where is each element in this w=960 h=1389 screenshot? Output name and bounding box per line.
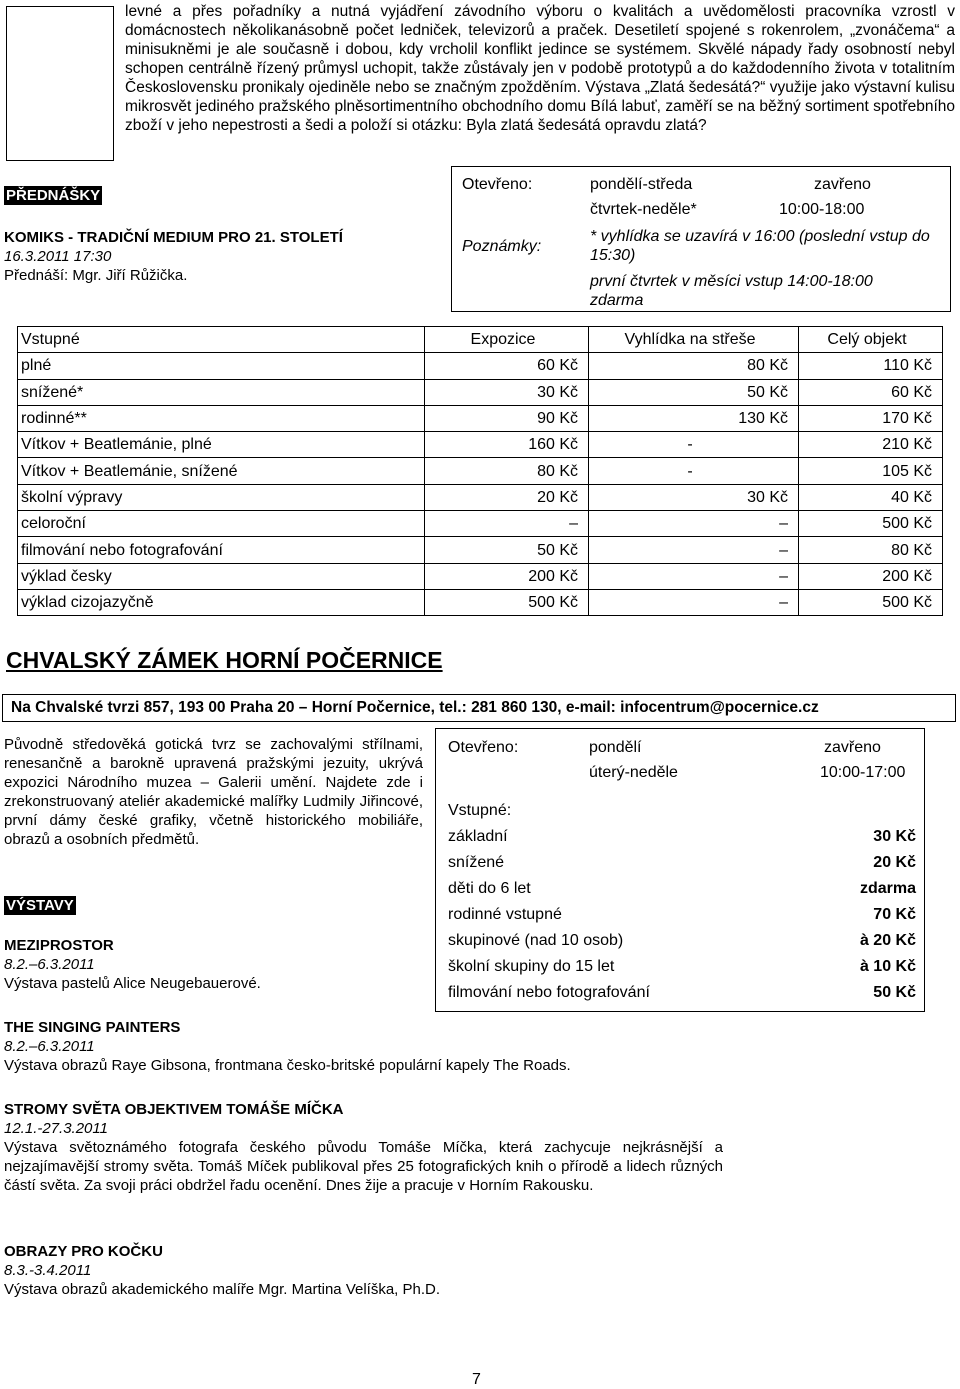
price-table: [17, 326, 943, 616]
cell: 50 Kč: [589, 379, 799, 405]
lecture-title: KOMIKS - TRADIČNÍ MEDIUM PRO 21. STOLETÍ: [4, 229, 343, 246]
price-label: skupinové (nad 10 osob): [448, 932, 624, 949]
price-value: à 20 Kč: [859, 932, 916, 949]
lecture-date: 16.3.2011 17:30: [4, 248, 112, 265]
cell: 170 Kč: [799, 405, 943, 431]
cell: 500 Kč: [799, 589, 943, 615]
lectures-badge: PŘEDNÁŠKY: [6, 187, 101, 204]
cell: 160 Kč: [425, 432, 589, 458]
cell: -: [589, 432, 799, 458]
price-value: 70 Kč: [873, 906, 916, 923]
row-label: výklad cizojazyčně: [18, 589, 425, 615]
price-label: děti do 6 let: [448, 880, 531, 897]
row-label: filmování nebo fotografování: [18, 537, 425, 563]
notes-label: Poznámky:: [462, 238, 542, 255]
castle-info-box: [435, 728, 925, 1012]
cell: –: [425, 511, 589, 537]
price-value: 50 Kč: [873, 984, 916, 1001]
cell: –: [589, 511, 799, 537]
cell: 500 Kč: [425, 589, 589, 615]
table-row: [18, 353, 943, 379]
exhibition-item: [4, 1100, 723, 1195]
castle-description: Původně středověká gotická tvrz se zachovalými střílnami, renesančně a barokně upravená pražskými jezuity, ukrývá expozici Národního muzea – Galerii umění. Najdete zde i zrekonstruovaný ateliér akademické malířky Ludmily Jiřincové, první dámy české grafiky, včetně historického mobiliáře, obrazů a osobních předmětů.: [4, 736, 423, 848]
table-row: [18, 589, 943, 615]
exhibition-desc: Výstava pastelů Alice Neugebauerové.: [4, 975, 261, 992]
exhibition-title: THE SINGING PAINTERS: [4, 1019, 181, 1036]
open-label: Otevřeno:: [448, 739, 519, 756]
cell: 20 Kč: [425, 484, 589, 510]
cell: 210 Kč: [799, 432, 943, 458]
exhibition-item: [4, 936, 424, 993]
header-cell: Expozice: [425, 327, 589, 353]
price-value: 20 Kč: [873, 854, 916, 871]
exhibitions-badge: VÝSTAVY: [6, 897, 74, 914]
table-row: [18, 563, 943, 589]
cell: –: [589, 563, 799, 589]
price-value: à 10 Kč: [859, 958, 916, 975]
cell: 80 Kč: [425, 458, 589, 484]
cell: 50 Kč: [425, 537, 589, 563]
note-2: první čtvrtek v měsíci vstup 14:00-18:00 zdarma: [590, 273, 873, 309]
open-label: Otevřeno:: [462, 176, 533, 193]
exhibition-date: 8.3.-3.4.2011: [4, 1262, 92, 1279]
price-label: školní skupiny do 15 let: [448, 958, 615, 975]
cell: –: [589, 589, 799, 615]
opening-hours-box: [451, 166, 951, 312]
row-label: školní výpravy: [18, 484, 425, 510]
exhibition-desc: Výstava obrazů akademického malíře Mgr. Martina Velíška, Ph.D.: [4, 1281, 441, 1298]
cell: 110 Kč: [799, 353, 943, 379]
header-cell: Vstupné: [18, 327, 425, 353]
table-row: [18, 511, 943, 537]
table-row: [18, 484, 943, 510]
header-cell: Vyhlídka na střeše: [589, 327, 799, 353]
cell: 200 Kč: [799, 563, 943, 589]
table-row: [18, 537, 943, 563]
cell: 40 Kč: [799, 484, 943, 510]
hours-row-time: 10:00-17:00: [820, 764, 906, 781]
lecture-speaker: Přednáší: Mgr. Jiří Růžička.: [4, 267, 188, 284]
table-row: [18, 458, 943, 484]
price-label: rodinné vstupné: [448, 906, 562, 923]
row-label: snížené*: [18, 379, 425, 405]
exhibition-date: 8.2.–6.3.2011: [4, 956, 95, 973]
hours-row-days: pondělí-středa: [590, 176, 693, 193]
hours-row-time: zavřeno: [814, 176, 871, 193]
exhibition-title: OBRAZY PRO KOČKU: [4, 1243, 163, 1260]
hours-row-time: zavřeno: [824, 739, 881, 756]
cell: 60 Kč: [425, 353, 589, 379]
cell: 30 Kč: [425, 379, 589, 405]
price-label: základní: [448, 828, 508, 845]
price-label: filmování nebo fotografování: [448, 984, 650, 1001]
prices-label: Vstupné:: [448, 802, 512, 819]
cell: 80 Kč: [589, 353, 799, 379]
exhibition-desc: Výstava obrazů Raye Gibsona, frontmana česko-britské populární kapely The Roads.: [4, 1057, 571, 1074]
exhibition-date: 12.1.-27.3.2011: [4, 1120, 108, 1137]
row-label: Vítkov + Beatlemánie, plné: [18, 432, 425, 458]
page-number: 7: [472, 1371, 481, 1388]
cell: –: [589, 537, 799, 563]
cell: 200 Kč: [425, 563, 589, 589]
intro-paragraph: levné a přes pořadníky a nutná vyjádření závodního výboru o kvalitách a uvědomělosti pracovníka vzrostl v domácnostech několikanásobně počet ledniček, televizorů a praček. Desetiletí spojené s rokenrolem, „zvonáčema“ a minisukněmi je ale současně i dobou, kdy vrcholil konflikt jedince se systémem. Skvělé nápady řady osobností nebyl schopen centrálně řízený průmysl uchopit, takže zůstávaly jen v podobě prototypů a do každodenního života v totalitním Československu pronikaly ojediněle nebo se značným zpožděním. Výstava „Zlatá šedesátá?“ využije jako výstavní kulisu mikrosvět jediného pražského plněsortimentního obchodního domu Bílá labuť, zaměří se na běžný sortiment spotřebního zboží v jeho nepestrosti a šedi a položí si otázku: Byla zlatá šedesátá opravdu zlatá?: [125, 3, 955, 134]
cell: 500 Kč: [799, 511, 943, 537]
image-placeholder: [6, 6, 114, 161]
price-label: snížené: [448, 854, 505, 871]
exhibition-item: [4, 1242, 944, 1299]
cell: 105 Kč: [799, 458, 943, 484]
address-box: Na Chvalské tvrzi 857, 193 00 Praha 20 – Horní Počernice, tel.: 281 860 130, e-mail: infocentrum@pocernice.cz: [2, 694, 956, 722]
price-value: zdarma: [859, 880, 916, 897]
table-row: [18, 379, 943, 405]
exhibition-title: MEZIPROSTOR: [4, 937, 114, 954]
hours-row-days: úterý-neděle: [589, 764, 678, 781]
section-heading: CHVALSKÝ ZÁMEK HORNÍ POČERNICE: [6, 647, 443, 673]
table-row: [18, 432, 943, 458]
cell: 80 Kč: [799, 537, 943, 563]
cell: 130 Kč: [589, 405, 799, 431]
exhibition-item: [4, 1018, 944, 1075]
row-label: Vítkov + Beatlemánie, snížené: [18, 458, 425, 484]
cell: 60 Kč: [799, 379, 943, 405]
cell: -: [589, 458, 799, 484]
price-value: 30 Kč: [873, 828, 916, 845]
hours-row-days: pondělí: [589, 739, 642, 756]
row-label: plné: [18, 353, 425, 379]
hours-row-time: 10:00-18:00: [779, 201, 865, 218]
cell: 90 Kč: [425, 405, 589, 431]
header-cell: Celý objekt: [799, 327, 943, 353]
exhibition-title: STROMY SVĚTA OBJEKTIVEM TOMÁŠE MÍČKA: [4, 1101, 344, 1118]
hours-row-days: čtvrtek-neděle*: [590, 201, 697, 218]
note-1: * vyhlídka se uzavírá v 16:00 (poslední vstup do 15:30): [590, 228, 930, 264]
row-label: celoroční: [18, 511, 425, 537]
row-label: rodinné**: [18, 405, 425, 431]
exhibition-desc: Výstava světoznámého fotografa českého původu Tomáše Míčka, která zachycuje nejkrásnější a nejzajímavější stromy světa. Tomáš Míček publikoval přes 25 fotografických knih o přírodě a lidech různých částí světa. Za svoji práci obdržel řadu ocenění. Dnes žije a pracuje v Horním Rakousku.: [4, 1139, 723, 1194]
table-row: [18, 405, 943, 431]
exhibition-date: 8.2.–6.3.2011: [4, 1038, 95, 1055]
cell: 30 Kč: [589, 484, 799, 510]
row-label: výklad česky: [18, 563, 425, 589]
table-header-row: [18, 327, 943, 353]
